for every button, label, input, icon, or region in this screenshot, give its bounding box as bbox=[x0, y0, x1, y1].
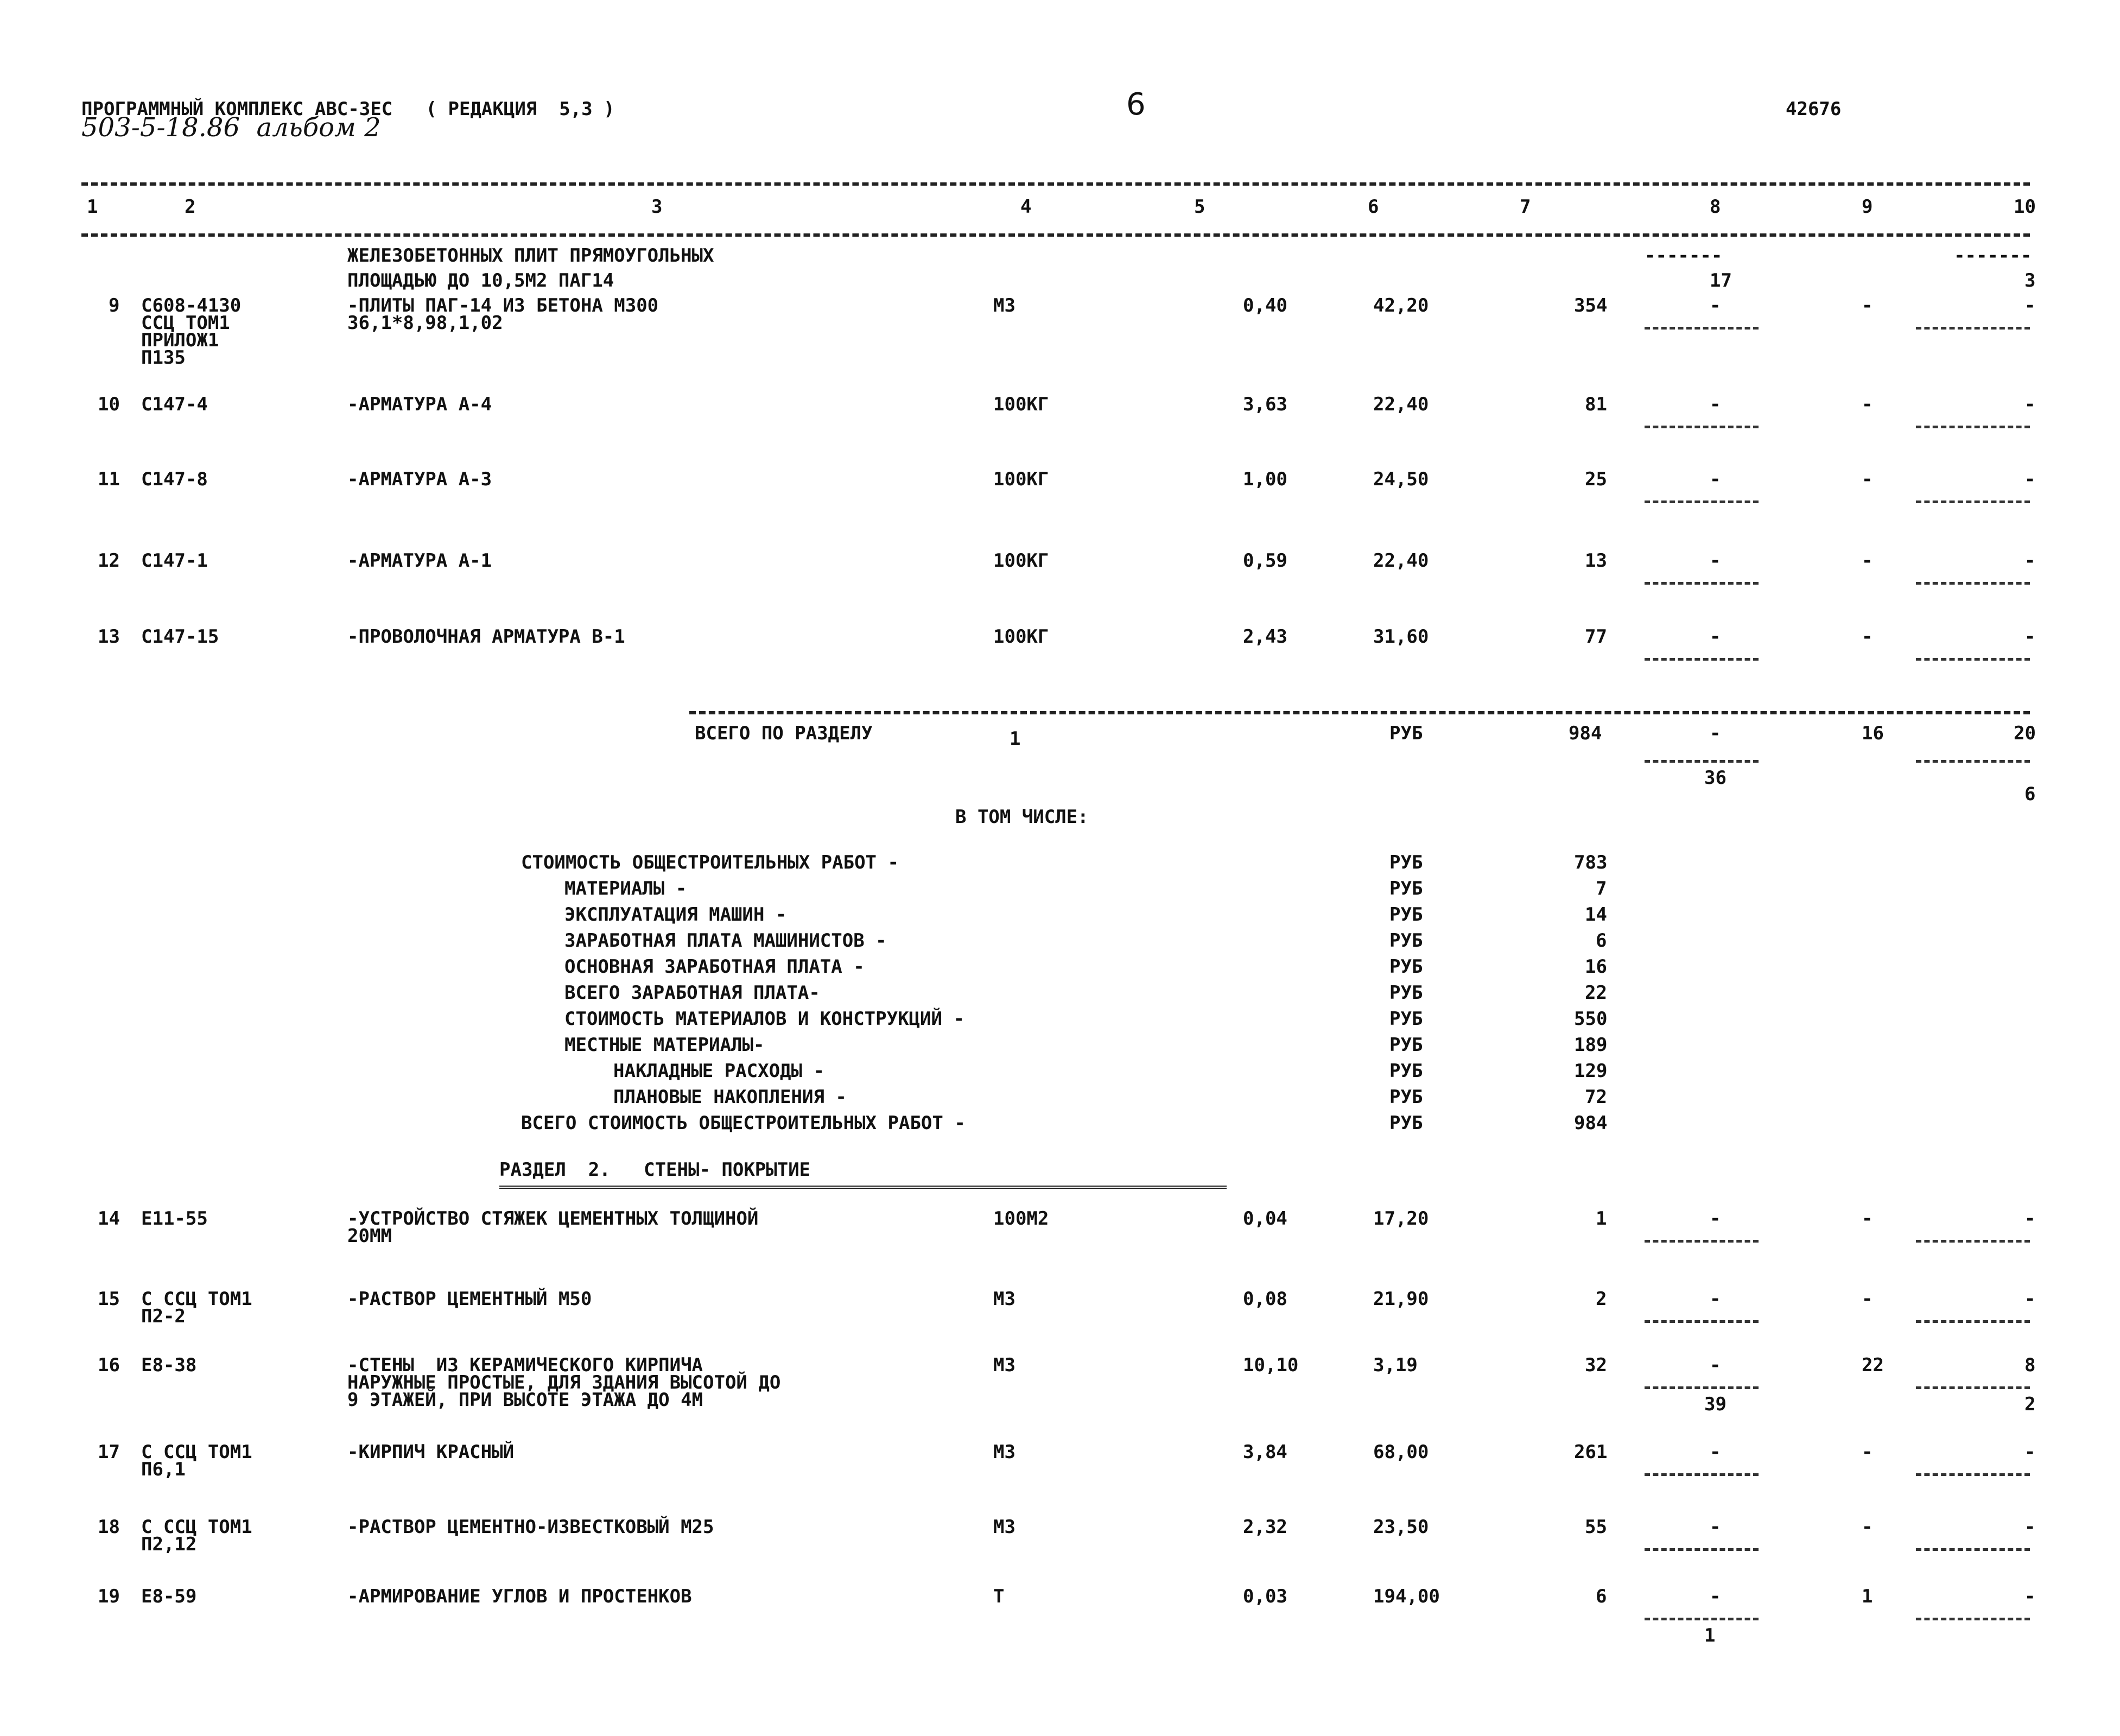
row-col8: - bbox=[1710, 1354, 1721, 1376]
total-col10: 20 bbox=[2014, 723, 2036, 744]
row-name: -КИРПИЧ КРАСНЫЙ bbox=[347, 1441, 515, 1463]
total-col8-rule bbox=[1645, 760, 1759, 763]
row-code: С147-4 bbox=[141, 394, 208, 415]
row-col10: - bbox=[2024, 550, 2036, 572]
row-unit: М3 bbox=[993, 1288, 1015, 1310]
handwritten-album-note: 503-5-18.86 альбом 2 bbox=[81, 112, 381, 143]
row-quantity: 1,00 bbox=[1243, 468, 1287, 490]
row-code: П2,12 bbox=[141, 1534, 197, 1555]
column-number: 1 bbox=[87, 196, 98, 218]
row-col8-rule bbox=[1645, 1618, 1759, 1620]
row-col8-rule bbox=[1645, 426, 1759, 428]
including-item-value: 550 bbox=[1574, 1008, 1608, 1030]
row-col10: - bbox=[2024, 1441, 2036, 1463]
section1-title-line2: ПЛОЩАДЬЮ ДО 10,5М2 ПАГ14 bbox=[347, 270, 614, 292]
row-name: -АРМАТУРА А-4 bbox=[347, 394, 492, 415]
row-number: 16 bbox=[98, 1354, 120, 1376]
page-number: 6 bbox=[1126, 87, 1146, 122]
row-col8: - bbox=[1710, 1441, 1721, 1463]
row-col8: - bbox=[1710, 1208, 1721, 1230]
column-number: 2 bbox=[185, 196, 196, 218]
row-code: С ССЦ ТОМ1 bbox=[141, 1516, 252, 1538]
including-item-unit: РУБ bbox=[1389, 1008, 1423, 1030]
row-total: 261 bbox=[1574, 1441, 1608, 1463]
total-section-number: 1 bbox=[1010, 728, 1021, 750]
row-code: П135 bbox=[141, 347, 186, 369]
row-col9: 22 bbox=[1862, 1354, 1884, 1376]
including-item-unit: РУБ bbox=[1389, 956, 1423, 978]
row-code: ПРИЛОЖ1 bbox=[141, 330, 219, 351]
including-item-value: 14 bbox=[1585, 904, 1607, 926]
row-code: Е8-38 bbox=[141, 1354, 197, 1376]
including-item-label: ЭКСПЛУАТАЦИЯ МАШИН - bbox=[564, 904, 787, 926]
row-col10: - bbox=[2024, 468, 2036, 490]
including-item-label: НАКЛАДНЫЕ РАСХОДЫ - bbox=[613, 1060, 824, 1082]
including-item-value: 783 bbox=[1574, 852, 1608, 873]
row-price: 194,00 bbox=[1373, 1586, 1440, 1607]
row-price: 24,50 bbox=[1373, 468, 1429, 490]
row-name: НАРУЖНЫЕ ПРОСТЫЕ, ДЛЯ ЗДАНИЯ ВЫСОТОЙ ДО bbox=[347, 1372, 781, 1393]
row-col10-rule bbox=[1916, 582, 2030, 585]
row-code: ССЦ ТОМ1 bbox=[141, 312, 230, 334]
including-item-label: СТОИМОСТЬ ОБЩЕСТРОИТЕЛЬНЫХ РАБОТ - bbox=[521, 852, 899, 873]
row-col10-rule bbox=[1916, 1320, 2030, 1323]
row-col10-rule bbox=[1916, 658, 2030, 661]
row-col8-rule bbox=[1645, 1240, 1759, 1243]
row-unit: М3 bbox=[993, 1441, 1015, 1463]
including-item-value: 7 bbox=[1596, 878, 1607, 899]
row-col9: - bbox=[1862, 1288, 1873, 1310]
row-col9: - bbox=[1862, 626, 1873, 648]
row-code: С147-8 bbox=[141, 468, 208, 490]
row-total: 25 bbox=[1585, 468, 1607, 490]
row-col10-rule bbox=[1916, 426, 2030, 428]
row-number: 13 bbox=[98, 626, 120, 648]
row-col8-rule bbox=[1645, 658, 1759, 661]
including-item-unit: РУБ bbox=[1389, 982, 1423, 1004]
row-name: -СТЕНЫ ИЗ КЕРАМИЧЕСКОГО КИРПИЧА bbox=[347, 1354, 703, 1376]
total-value: 984 bbox=[1569, 723, 1602, 744]
including-item-unit: РУБ bbox=[1389, 852, 1423, 873]
including-item-label: МАТЕРИАЛЫ - bbox=[564, 878, 687, 899]
total-col10-rule bbox=[1916, 760, 2030, 763]
including-item-value: 22 bbox=[1585, 982, 1607, 1004]
row-unit: М3 bbox=[993, 295, 1015, 316]
column-number: 10 bbox=[2014, 196, 2036, 218]
row-col10-rule bbox=[1916, 1618, 2030, 1620]
row-col8-rule bbox=[1645, 1473, 1759, 1476]
row-col10: 8 bbox=[2024, 1354, 2036, 1376]
row-total: 32 bbox=[1585, 1354, 1607, 1376]
including-item-unit: РУБ bbox=[1389, 1112, 1423, 1134]
row-quantity: 10,10 bbox=[1243, 1354, 1299, 1376]
row-col10-rule bbox=[1916, 1386, 2030, 1389]
including-item-value: 984 bbox=[1574, 1112, 1608, 1134]
total-label: ВСЕГО ПО РАЗДЕЛУ bbox=[695, 723, 873, 744]
row-number: 11 bbox=[98, 468, 120, 490]
row-name: 9 ЭТАЖЕЙ, ПРИ ВЫСОТЕ ЭТАЖА ДО 4М bbox=[347, 1389, 703, 1411]
row-number: 19 bbox=[98, 1586, 120, 1607]
row-unit: 100КГ bbox=[993, 468, 1049, 490]
row-number: 9 bbox=[109, 295, 120, 316]
program-header: ПРОГРАММНЫЙ КОМПЛЕКС АВС-ЗЕС ( РЕДАКЦИЯ 5,3 ) bbox=[81, 98, 615, 120]
row-code: П2-2 bbox=[141, 1306, 186, 1327]
row-col10-rule bbox=[1916, 327, 2030, 330]
row-col8: - bbox=[1710, 468, 1721, 490]
row-name: 20ММ bbox=[347, 1225, 392, 1247]
row-col8: - bbox=[1710, 295, 1721, 316]
row-quantity: 2,32 bbox=[1243, 1516, 1287, 1538]
row-total: 13 bbox=[1585, 550, 1607, 572]
column-number: 5 bbox=[1194, 196, 1205, 218]
row-col10-rule bbox=[1916, 500, 2030, 503]
row-unit: 100КГ bbox=[993, 626, 1049, 648]
row-col10-rule bbox=[1916, 1548, 2030, 1551]
row-total: 6 bbox=[1596, 1586, 1607, 1607]
column-number: 9 bbox=[1862, 196, 1873, 218]
row-price: 21,90 bbox=[1373, 1288, 1429, 1310]
row-quantity: 0,40 bbox=[1243, 295, 1287, 316]
row-price: 17,20 bbox=[1373, 1208, 1429, 1230]
column-number: 6 bbox=[1368, 196, 1379, 218]
row-col8: - bbox=[1710, 1516, 1721, 1538]
row-col8-rule bbox=[1645, 1548, 1759, 1551]
row-name: -УСТРОЙСТВО СТЯЖЕК ЦЕМЕНТНЫХ ТОЛЩИНОЙ bbox=[347, 1208, 759, 1230]
row-code: Е11-55 bbox=[141, 1208, 208, 1230]
row-col8-rule bbox=[1645, 582, 1759, 585]
column-number: 4 bbox=[1020, 196, 1032, 218]
row-unit: М3 bbox=[993, 1516, 1015, 1538]
including-item-label: ВСЕГО СТОИМОСТЬ ОБЩЕСТРОИТЕЛЬНЫХ РАБОТ - bbox=[521, 1112, 966, 1134]
including-item-value: 129 bbox=[1574, 1060, 1608, 1082]
row-col10-rule bbox=[1916, 1473, 2030, 1476]
including-item-unit: РУБ bbox=[1389, 1060, 1423, 1082]
row-code: С147-15 bbox=[141, 626, 219, 648]
row-price: 3,19 bbox=[1373, 1354, 1418, 1376]
row-col8-rule bbox=[1645, 327, 1759, 330]
section1-col10-mark: ------- bbox=[1954, 245, 2032, 267]
row-total: 55 bbox=[1585, 1516, 1607, 1538]
including-item-unit: РУБ bbox=[1389, 1034, 1423, 1056]
row-col8: - bbox=[1710, 1586, 1721, 1607]
column-number: 7 bbox=[1520, 196, 1531, 218]
including-item-label: ПЛАНОВЫЕ НАКОПЛЕНИЯ - bbox=[613, 1086, 847, 1108]
row-number: 10 bbox=[98, 394, 120, 415]
row-col9: - bbox=[1862, 1441, 1873, 1463]
row-col9: - bbox=[1862, 1208, 1873, 1230]
row-name: -АРМИРОВАНИЕ УГЛОВ И ПРОСТЕНКОВ bbox=[347, 1586, 692, 1607]
row-total: 354 bbox=[1574, 295, 1608, 316]
row-price: 42,20 bbox=[1373, 295, 1429, 316]
row-col10: - bbox=[2024, 1288, 2036, 1310]
row-col10: - bbox=[2024, 295, 2036, 316]
column-number: 3 bbox=[651, 196, 663, 218]
row-quantity: 3,84 bbox=[1243, 1441, 1287, 1463]
row-col9: - bbox=[1862, 1516, 1873, 1538]
including-item-label: ВСЕГО ЗАРАБОТНАЯ ПЛАТА- bbox=[564, 982, 820, 1004]
row-quantity: 0,59 bbox=[1243, 550, 1287, 572]
including-item-unit: РУБ bbox=[1389, 904, 1423, 926]
header-rule bbox=[81, 233, 2030, 237]
row-unit: М3 bbox=[993, 1354, 1015, 1376]
row-number: 18 bbox=[98, 1516, 120, 1538]
row-price: 22,40 bbox=[1373, 394, 1429, 415]
row-price: 22,40 bbox=[1373, 550, 1429, 572]
row-total: 1 bbox=[1596, 1208, 1607, 1230]
row-unit: 100КГ bbox=[993, 394, 1049, 415]
column-number: 8 bbox=[1710, 196, 1721, 218]
row-number: 15 bbox=[98, 1288, 120, 1310]
row-col10-below: 2 bbox=[2024, 1393, 2036, 1415]
row-code: Е8-59 bbox=[141, 1586, 197, 1607]
row-col9: - bbox=[1862, 394, 1873, 415]
row-col10: - bbox=[2024, 1516, 2036, 1538]
including-title: В ТОМ ЧИСЛЕ: bbox=[955, 806, 1089, 828]
row-total: 81 bbox=[1585, 394, 1607, 415]
row-col10-rule bbox=[1916, 1240, 2030, 1243]
total-col8-below: 36 bbox=[1704, 767, 1727, 789]
row-name: -АРМАТУРА А-1 bbox=[347, 550, 492, 572]
including-item-label: ОСНОВНАЯ ЗАРАБОТНАЯ ПЛАТА - bbox=[564, 956, 865, 978]
total-col8: - bbox=[1710, 723, 1721, 744]
row-code: П6,1 bbox=[141, 1459, 186, 1480]
row-col9: - bbox=[1862, 550, 1873, 572]
row-price: 31,60 bbox=[1373, 626, 1429, 648]
including-item-value: 6 bbox=[1596, 930, 1607, 952]
row-col9: - bbox=[1862, 295, 1873, 316]
total-col9: 16 bbox=[1862, 723, 1884, 744]
section2-title: РАЗДЕЛ 2. СТЕНЫ- ПОКРЫТИЕ bbox=[499, 1159, 811, 1181]
row-number: 12 bbox=[98, 550, 120, 572]
including-item-label: ЗАРАБОТНАЯ ПЛАТА МАШИНИСТОВ - bbox=[564, 930, 887, 952]
row-quantity: 2,43 bbox=[1243, 626, 1287, 648]
row-col8: - bbox=[1710, 626, 1721, 648]
section2-underline bbox=[499, 1186, 1227, 1189]
row-name: 36,1*8,98,1,02 bbox=[347, 312, 503, 334]
row-unit: 100М2 bbox=[993, 1208, 1049, 1230]
row-code: С ССЦ ТОМ1 bbox=[141, 1288, 252, 1310]
row-total: 2 bbox=[1596, 1288, 1607, 1310]
row-col8-below: 39 bbox=[1704, 1393, 1727, 1415]
including-item-label: МЕСТНЫЕ МАТЕРИАЛЫ- bbox=[564, 1034, 765, 1056]
row-name: -ПЛИТЫ ПАГ-14 ИЗ БЕТОНА М300 bbox=[347, 295, 659, 316]
row-name: -РАСТВОР ЦЕМЕНТНО-ИЗВЕСТКОВЫЙ М25 bbox=[347, 1516, 714, 1538]
row-number: 17 bbox=[98, 1441, 120, 1463]
section1-col8-number: 17 bbox=[1710, 270, 1732, 292]
including-item-label: СТОИМОСТЬ МАТЕРИАЛОВ И КОНСТРУКЦИЙ - bbox=[564, 1008, 964, 1030]
row-col8-below: 1 bbox=[1704, 1625, 1716, 1646]
row-col9: 1 bbox=[1862, 1586, 1873, 1607]
row-col10: - bbox=[2024, 394, 2036, 415]
row-col8: - bbox=[1710, 1288, 1721, 1310]
row-col8: - bbox=[1710, 550, 1721, 572]
row-col8-rule bbox=[1645, 1386, 1759, 1389]
section1-title-line1: ЖЕЛЕЗОБЕТОННЫХ ПЛИТ ПРЯМОУГОЛЬНЫХ bbox=[347, 245, 714, 267]
row-quantity: 0,08 bbox=[1243, 1288, 1287, 1310]
row-code: С608-4130 bbox=[141, 295, 242, 316]
document-number: 42676 bbox=[1786, 98, 1842, 120]
row-unit: Т bbox=[993, 1586, 1005, 1607]
row-col10: - bbox=[2024, 1586, 2036, 1607]
row-col8-rule bbox=[1645, 1320, 1759, 1323]
row-price: 23,50 bbox=[1373, 1516, 1429, 1538]
including-item-value: 72 bbox=[1585, 1086, 1607, 1108]
row-number: 14 bbox=[98, 1208, 120, 1230]
row-col10: - bbox=[2024, 1208, 2036, 1230]
row-quantity: 0,04 bbox=[1243, 1208, 1287, 1230]
top-rule bbox=[81, 182, 2030, 186]
section1-col10-number: 3 bbox=[2024, 270, 2036, 292]
row-name: -АРМАТУРА А-3 bbox=[347, 468, 492, 490]
row-code: С ССЦ ТОМ1 bbox=[141, 1441, 252, 1463]
including-item-unit: РУБ bbox=[1389, 930, 1423, 952]
row-unit: 100КГ bbox=[993, 550, 1049, 572]
row-col8: - bbox=[1710, 394, 1721, 415]
row-name: -РАСТВОР ЦЕМЕНТНЫЙ М50 bbox=[347, 1288, 592, 1310]
row-col10: - bbox=[2024, 626, 2036, 648]
row-name: -ПРОВОЛОЧНАЯ АРМАТУРА В-1 bbox=[347, 626, 625, 648]
total-unit: РУБ bbox=[1389, 723, 1423, 744]
row-quantity: 3,63 bbox=[1243, 394, 1287, 415]
section1-col8-mark: ------- bbox=[1645, 245, 1723, 267]
including-item-unit: РУБ bbox=[1389, 1086, 1423, 1108]
row-total: 77 bbox=[1585, 626, 1607, 648]
including-item-value: 189 bbox=[1574, 1034, 1608, 1056]
total-rule bbox=[689, 711, 2030, 714]
including-item-unit: РУБ bbox=[1389, 878, 1423, 899]
row-col8-rule bbox=[1645, 500, 1759, 503]
row-quantity: 0,03 bbox=[1243, 1586, 1287, 1607]
total-col10-below: 6 bbox=[2024, 783, 2036, 805]
row-code: С147-1 bbox=[141, 550, 208, 572]
including-item-value: 16 bbox=[1585, 956, 1607, 978]
row-col9: - bbox=[1862, 468, 1873, 490]
row-price: 68,00 bbox=[1373, 1441, 1429, 1463]
